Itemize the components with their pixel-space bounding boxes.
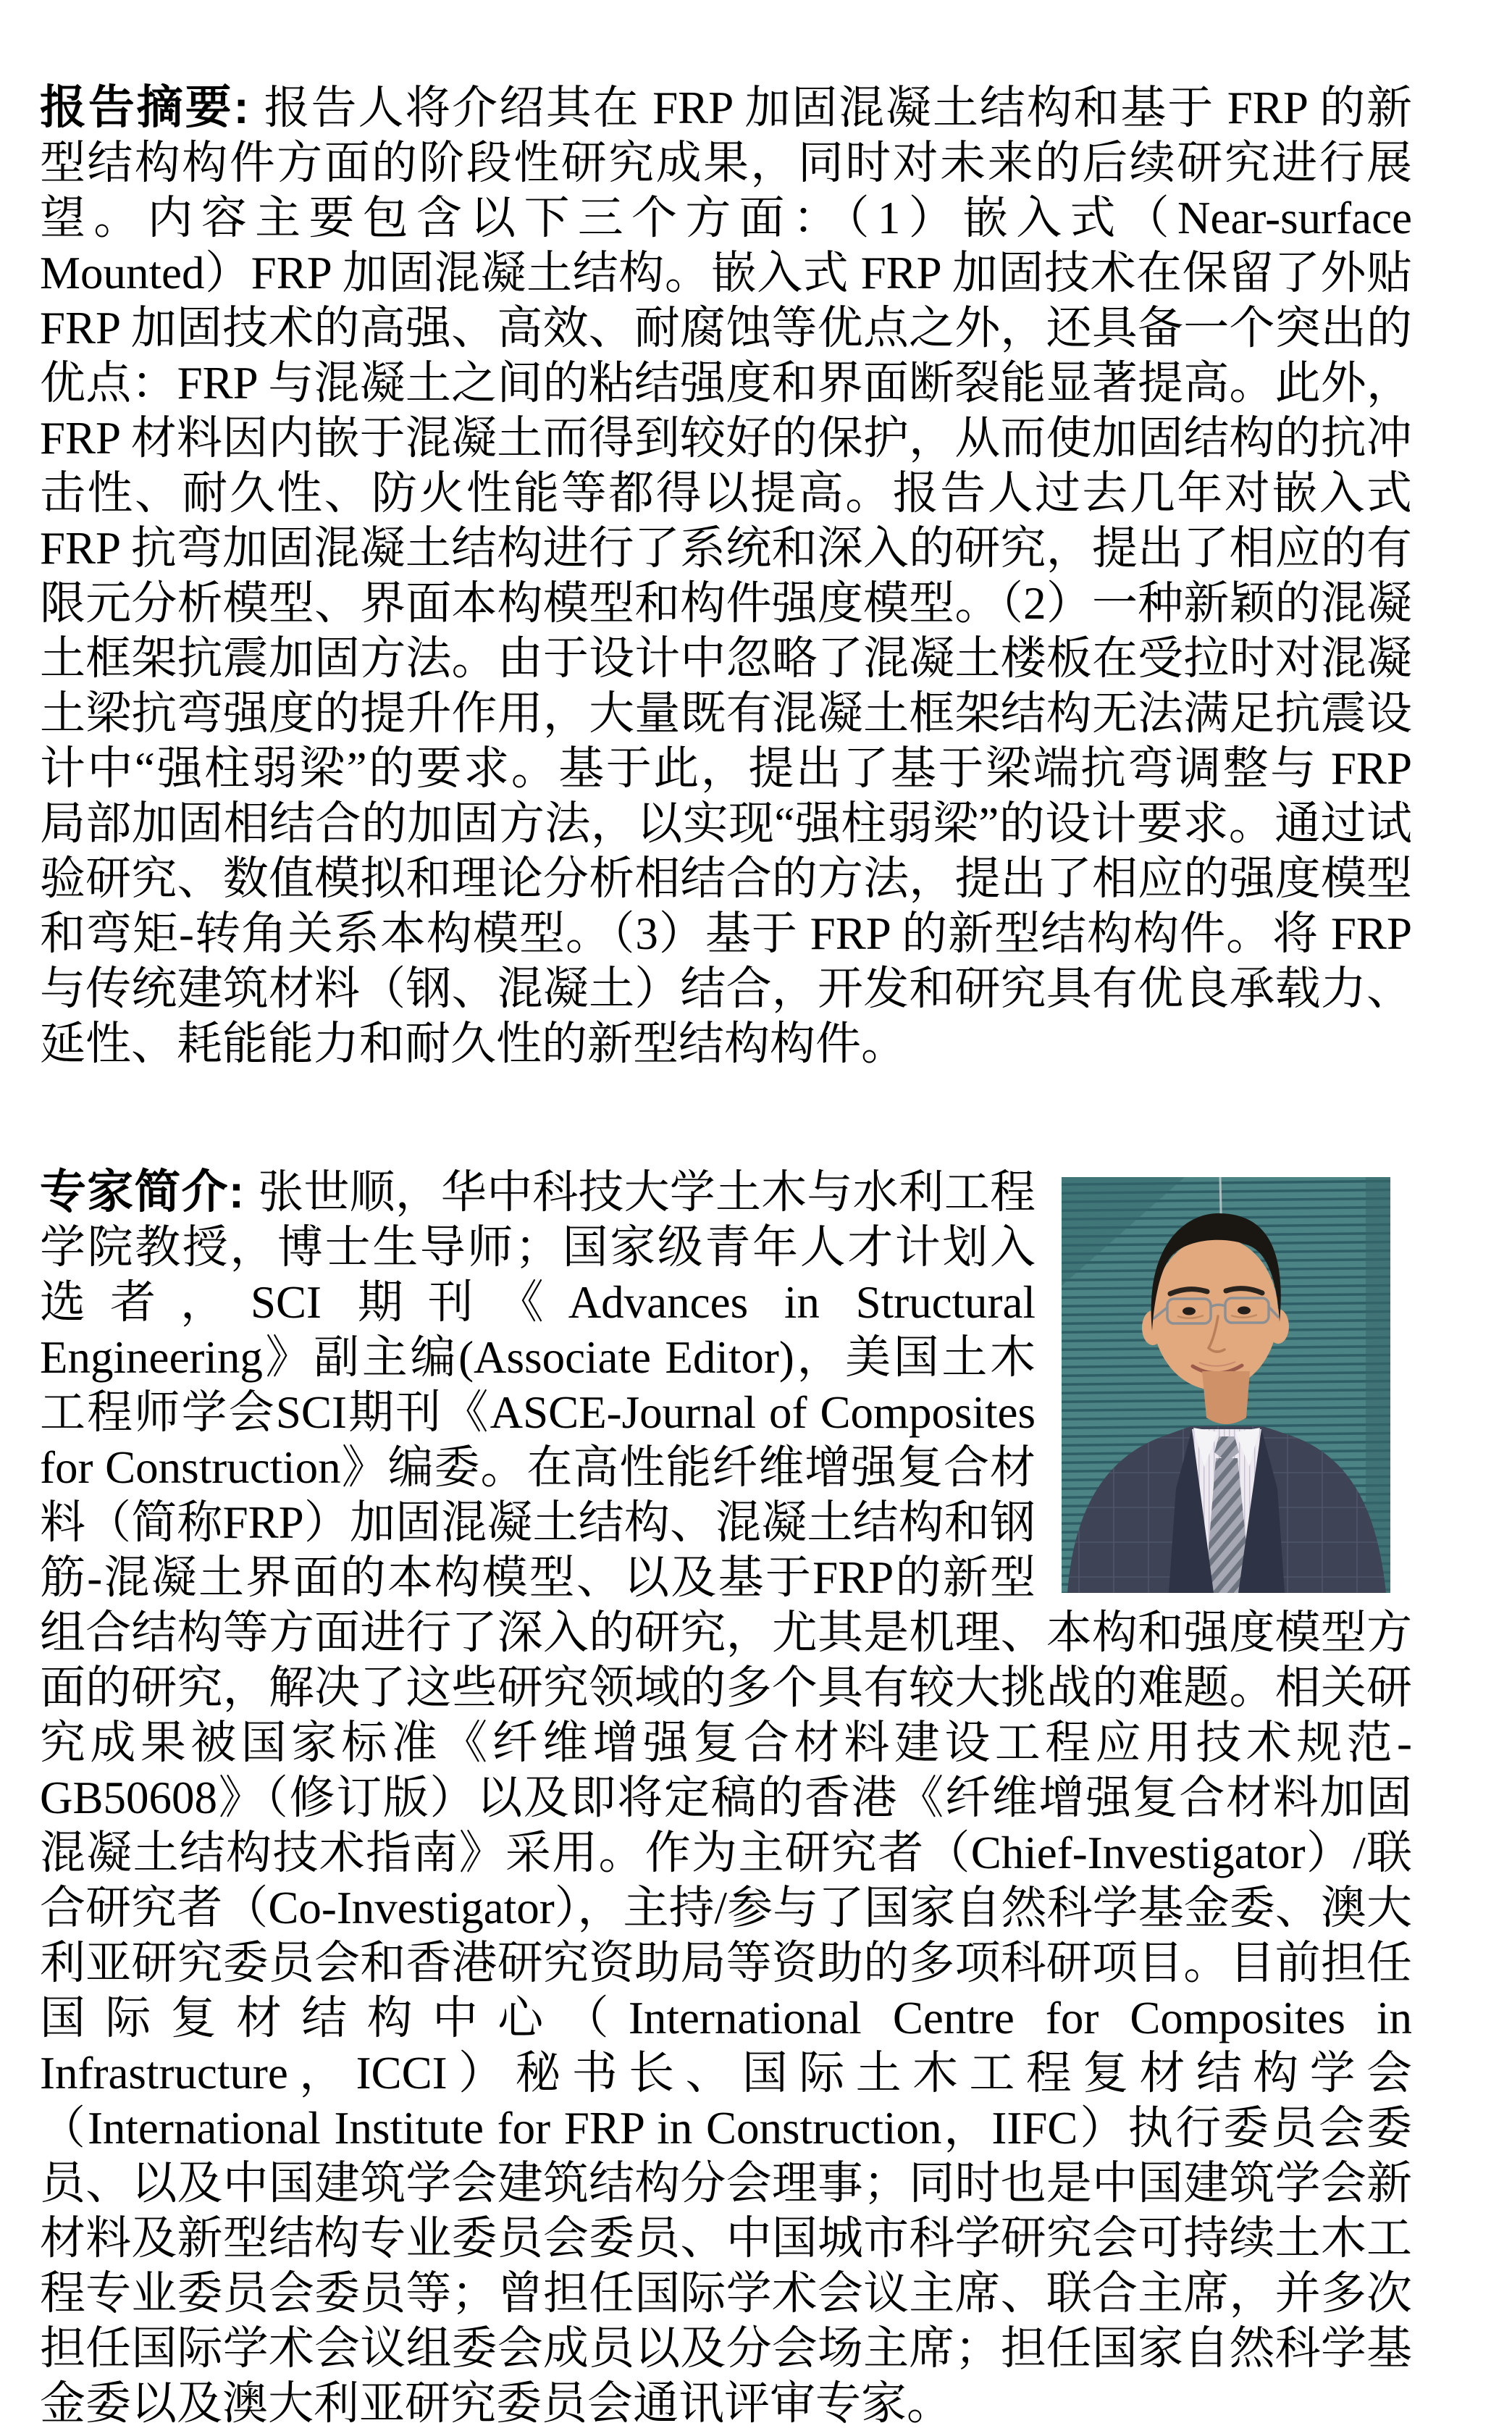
abstract-heading: 报告摘要: xyxy=(40,81,250,133)
portrait-photo xyxy=(1062,1177,1390,1593)
bio-text: 张世顺，华中科技大学土木与水利工程学院教授，博士生导师；国家级青年人才计划入选者，SCI 期刊《Advances in Structural Engineering》副主编(Associate Editor)，美国土木工程师学会SCI期刊《ASCE-Journal of Composites for Construction》编委。在高性能纤维增强复合材料（简称FRP）加固混凝土结构、混凝土结构和钢筋-混凝土界面的本构模型、以及基于FRP的新型组合结构等方面进行了深入的研究，尤其是机理、本构和强度模型方面的研究，解决了这些研究领域的多个具有较大挑战的难题。相关研究成果被国家标准《纤维增强复合材料建设工程应用技术规范-GB50608》（修订版）以及即将定稿的香港《纤维增强复合材料加固混凝土结构技术指南》采用。作为主研究者（Chief-Investigator）/联合研究者（Co-Investigator），主持/参与了国家自然科学基金委、澳大利亚研究委员会和香港研究资助局等资助的多项科研项目。目前担任国际复材结构中心（International Centre for Composites in Infrastructure，ICCI）秘书长、国际土木工程复材结构学会（International Institute for FRP in Construction，IIFC）执行委员会委员、以及中国建筑学会建筑结构分会理事；同时也是中国建筑学会新材料及新型结构专业委员会委员、中国城市科学研究会可持续土木工程专业委员会委员等；曾担任国际学术会议主席、联合主席，并多次担任国际学术会议组委会成员以及分会场主席；担任国家自然科学基金委以及澳大利亚研究委员会通讯评审专家。 xyxy=(40,1167,1412,2429)
neck xyxy=(1202,1371,1250,1424)
abstract-paragraph xyxy=(40,80,1412,1071)
face xyxy=(1152,1237,1278,1390)
left-eye xyxy=(1183,1307,1196,1315)
bio-heading: 专家简介: xyxy=(40,1166,245,1218)
abstract-text: 报告人将介绍其在 FRP 加固混凝土结构和基于 FRP 的新型结构构件方面的阶段性研究成果，同时对未来的后续研究进行展望。内容主要包含以下三个方面：（1）嵌入式（Near-surface Mounted）FRP 加固混凝土结构。嵌入式 FRP 加固技术在保留了外贴 FRP 加固技术的高强、高效、耐腐蚀等优点之外，还具备一个突出的优点：FRP 与混凝土之间的粘结强度和界面断裂能显著提高。此外，FRP 材料因内嵌于混凝土而得到较好的保护，从而使加固结构的抗冲击性、耐久性、防火性能等都得以提高。报告人过去几年对嵌入式 FRP 抗弯加固混凝土结构进行了系统和深入的研究，提出了相应的有限元分析模型、界面本构模型和构件强度模型。（2）一种新颖的混凝土框架抗震加固方法。由于设计中忽略了混凝土楼板在受拉时对混凝土梁抗弯强度的提升作用，大量既有混凝土框架结构无法满足抗震设计中“强柱弱梁”的要求。基于此，提出了基于梁端抗弯调整与 FRP 局部加固相结合的加固方法，以实现“强柱弱梁”的设计要求。通过试验研究、数值模拟和理论分析相结合的方法，提出了相应的强度模型和弯矩-转角关系本构模型。（3）基于 FRP 的新型结构构件。将 FRP 与传统建筑材料（钢、混凝土）结合，开发和研究具有优良承载力、延性、耗能能力和耐久性的新型结构构件。 xyxy=(40,83,1412,1069)
portrait-photo-illustration xyxy=(1062,1177,1390,1593)
bio-paragraph xyxy=(40,1164,1412,2431)
right-eye xyxy=(1238,1307,1251,1315)
